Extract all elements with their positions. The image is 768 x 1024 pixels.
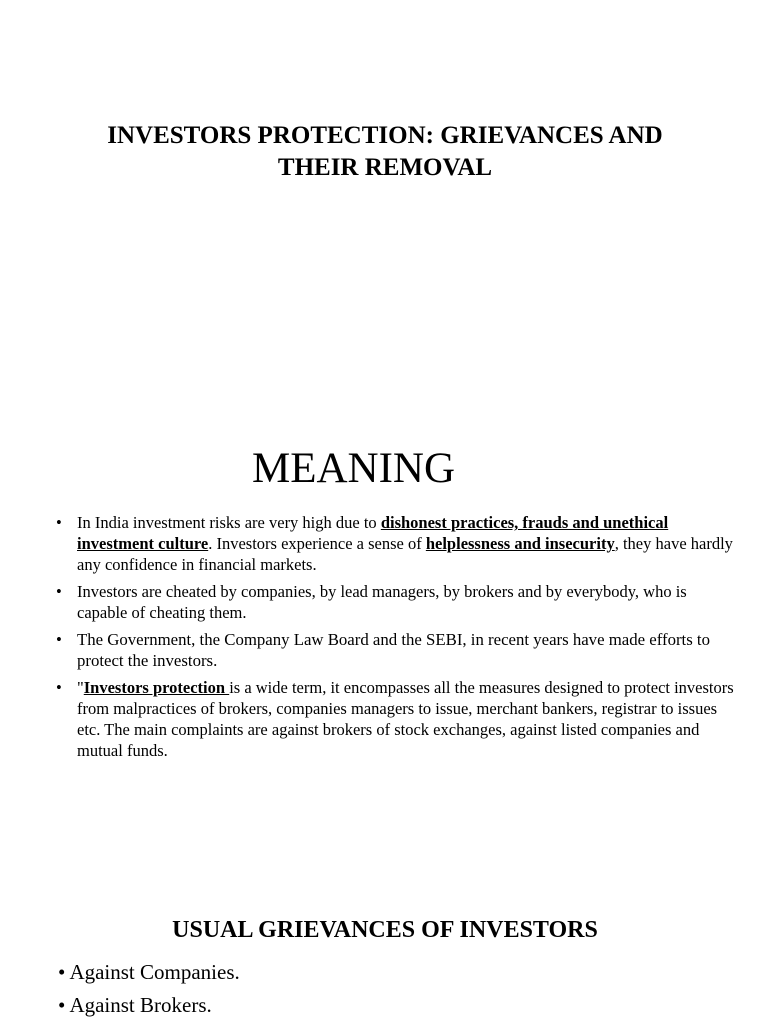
grievance-item-companies: • Against Companies. <box>58 960 240 984</box>
bullet-text-part: , they have hardly any confidence in financial markets. <box>77 534 733 574</box>
bullet-text-part: " <box>77 678 84 697</box>
usual-grievances-heading: USUAL GRIEVANCES OF INVESTORS <box>172 917 598 943</box>
meaning-bullet-list <box>56 512 736 767</box>
bullet-text-part: Investors are cheated by companies, by lead managers, by brokers and by everybody, who is capable of cheating them. <box>77 582 687 622</box>
grievance-item-brokers: • Against Brokers. <box>58 993 212 1017</box>
grievance-list <box>58 958 240 1024</box>
bullet-text-part: In India investment risks are very high due to <box>77 513 381 532</box>
bullet-text-part: . Investors experience a sense of <box>208 534 426 553</box>
bullet-emphasis: helplessness and insecurity <box>425 534 615 553</box>
meaning-bullet-4 <box>56 677 736 761</box>
bullet-marker: • <box>56 678 62 697</box>
meaning-bullet-1 <box>56 512 736 575</box>
meaning-bullet-2 <box>56 581 736 623</box>
bullet-marker: • <box>56 513 62 532</box>
bullet-emphasis: Investors protection <box>83 678 230 697</box>
bullet-marker: • <box>56 630 62 649</box>
meaning-bullet-3 <box>56 629 736 671</box>
page-title <box>40 120 730 184</box>
title-line-2: THEIR REMOVAL <box>277 154 493 181</box>
bullet-text-part: The Government, the Company Law Board and the SEBI, in recent years have made efforts to protect the investors. <box>77 630 710 670</box>
bullet-emphasis: dishonest practices, frauds and unethical investment culture <box>77 513 669 553</box>
meaning-heading: MEANING <box>252 445 456 492</box>
bullet-text-part: is a wide term, it encompasses all the measures designed to protect investors from malpractices of brokers, companies managers to issue, merchant bankers, registrar to issues etc. The main complaints are against brokers of stock exchanges, against listed companies and mutual funds. <box>77 678 734 760</box>
title-line-1: INVESTORS PROTECTION: GRIEVANCES AND <box>107 122 663 149</box>
bullet-marker: • <box>56 582 62 601</box>
